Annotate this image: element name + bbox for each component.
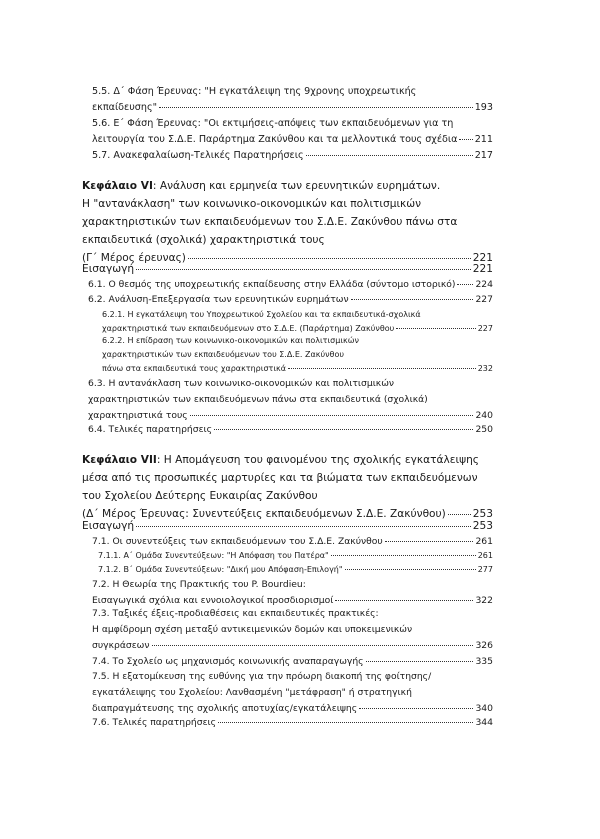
page-number: 253	[472, 508, 493, 520]
toc-entry-line	[82, 231, 493, 249]
dot-leader	[457, 283, 473, 285]
toc-entry-line	[92, 84, 493, 100]
toc-entry[interactable]	[88, 277, 493, 292]
page-number: 227	[475, 294, 493, 305]
toc-entry[interactable]	[82, 177, 493, 267]
page-number: 221	[472, 252, 493, 264]
dot-leader	[306, 154, 473, 156]
toc-entry-text: χαρακτηριστικών των εκπαιδευόμενων του Σ.Δ.Ε. Ζακύνθου πάνω στα	[82, 216, 458, 228]
page-number: 193	[474, 102, 493, 113]
page-number: 344	[475, 717, 493, 728]
toc-entry-text: συγκράσεων	[92, 640, 150, 651]
toc-entry-text: μέσα από τις προσωπικές μαρτυρίες και τα βιώματα των εκπαιδευόμενων	[82, 472, 478, 484]
dot-leader	[188, 257, 471, 259]
dot-leader	[190, 414, 474, 416]
toc-entry-text: 7.6. Τελικές παρατηρήσεις	[92, 717, 217, 728]
toc-entry-text	[82, 177, 440, 195]
toc-entry-text: 6.3. Η αντανάκλαση των κοινωνικο-οικονομικών και πολιτισμικών	[88, 378, 395, 389]
toc-entry-text: (Γ΄ Μέρος έρευνας)	[82, 252, 186, 264]
toc-entry-text: 7.2. Η Θεωρία της Πρακτικής του P. Bourdieu:	[92, 579, 306, 590]
toc-entry-line	[102, 308, 493, 322]
toc-entry-text: εκπαίδευσης"	[92, 102, 157, 113]
toc-entry-text: λειτουργία του Σ.Δ.Ε. Παράρτημα Ζακύνθου και τα μελλοντικά τους σχέδια	[92, 134, 458, 145]
toc-entry-text: 7.4. Το Σχολείο ως μηχανισμός κοινωνικής αναπαραγωγής	[92, 656, 364, 667]
toc-entry-line	[92, 577, 493, 593]
toc-entry-line	[92, 622, 493, 638]
toc-entry-text: Η αμφίδρομη σχέση μεταξύ αντικειμενικών δομών και υποκειμενικών	[92, 624, 413, 635]
dot-leader	[459, 138, 472, 140]
toc-entry-line	[82, 261, 493, 277]
page-number: 335	[475, 656, 493, 667]
toc-entry-line	[92, 685, 493, 701]
page-number: 221	[472, 263, 493, 275]
page-number: 326	[475, 640, 493, 651]
toc-entry[interactable]	[88, 422, 493, 438]
toc-entry-line	[92, 100, 493, 116]
toc-entry-text: πάνω στα εκπαιδευτικά τους χαρακτηριστικά	[102, 364, 287, 373]
dot-leader	[288, 367, 476, 369]
toc-entry-line	[98, 549, 493, 562]
toc-entry-line	[92, 638, 493, 654]
page-number: 224	[475, 279, 493, 290]
toc-entry-text: χαρακτηριστικά τους	[88, 410, 188, 421]
toc-entry-text: Εισαγωγή	[82, 263, 135, 275]
toc-entry-text: 7.1.1. Α΄ Ομάδα Συνεντεύξεων: "Η Απόφαση του Πατέρα"	[98, 551, 329, 560]
toc-entry[interactable]	[98, 563, 493, 577]
chapter-label: Κεφάλαιο VI	[82, 180, 153, 192]
toc-entry-line	[92, 534, 493, 549]
toc-entry-text: 6.2.2. Η επίδραση των κοινωνικο-οικονομικών και πολιτισμικών	[102, 336, 359, 345]
dot-leader	[448, 513, 471, 515]
toc-entry-text: εκπαιδευτικά (σχολικά) χαρακτηριστικά τους	[82, 234, 325, 246]
toc-entry-line	[102, 348, 493, 362]
toc-entry-text: του Σχολείου Δεύτερης Ευκαιρίας Ζακύνθου	[82, 490, 318, 502]
page-number: 277	[477, 565, 493, 574]
toc-entry-line	[82, 195, 493, 213]
toc-entry-text: διαπραγμάτευσης της σχολικής αποτυχίας/εγκατάλειψης	[92, 703, 358, 714]
chapter-label: Κεφάλαιο VII	[82, 454, 157, 466]
toc-entry-text: χαρακτηριστικών των εκπαιδευόμενων πάνω στα εκπαιδευτικά (σχολικά)	[88, 394, 428, 405]
toc-entry[interactable]	[82, 261, 493, 277]
toc-entry[interactable]	[92, 715, 493, 731]
toc-entry[interactable]	[92, 669, 493, 717]
toc-entry-text: 6.2. Ανάλυση-Επεξεργασία των ερευνητικών ευρημάτων	[88, 294, 349, 305]
toc-entry-line	[92, 654, 493, 670]
toc-entry-line	[88, 376, 493, 392]
toc-entry[interactable]	[92, 148, 493, 164]
toc-entry-text: 7.5. Η εξατομίκευση της ευθύνης για την πρόωρη διακοπή της φοίτησης/	[92, 671, 432, 682]
page-number: 261	[475, 536, 493, 547]
toc-entry[interactable]	[88, 292, 493, 307]
toc-entry-text: 5.7. Ανακεφαλαίωση-Τελικές Παρατηρήσεις	[92, 150, 304, 161]
toc-entry-text: Εισαγωγή	[82, 520, 135, 532]
page-number: 250	[475, 424, 493, 435]
toc-entry-text: 5.6. Ε΄ Φάση Έρευνας: "Οι εκτιμήσεις-απόψεις των εκπαιδευόμενων για τη	[92, 118, 454, 129]
toc-entry-text: 7.1.2. Β΄ Ομάδα Συνεντεύξεων: "Δική μου Απόφαση-Επιλογή"	[98, 565, 343, 574]
page-number: 240	[475, 410, 493, 421]
toc-entry[interactable]	[102, 334, 493, 376]
dot-leader	[136, 525, 471, 527]
toc-entry[interactable]	[92, 534, 493, 549]
dot-leader	[396, 327, 475, 329]
toc-entry-line	[82, 177, 493, 195]
dot-leader	[335, 599, 473, 601]
toc-entry-line	[88, 422, 493, 438]
page-number: 253	[472, 520, 493, 532]
toc-entry-text: 7.3. Ταξικές έξεις-προδιαθέσεις και εκπαιδευτικές πρακτικές:	[92, 608, 379, 619]
toc-entry[interactable]	[82, 451, 493, 523]
page-number: 232	[477, 364, 493, 373]
chapter-title-text: : Η Απομάγευση του φαινομένου της σχολικής εγκατάλειψης	[156, 454, 480, 466]
toc-entry-line	[92, 606, 493, 622]
toc-entry-text: 5.5. Δ΄ Φάση Έρευνας: "Η εγκατάλειψη της 9χρονης υποχρεωτικής	[92, 86, 417, 97]
page-number: 340	[475, 703, 493, 714]
dot-leader	[218, 721, 473, 723]
toc-entry-line	[88, 277, 493, 292]
dot-leader	[214, 428, 473, 430]
toc-entry-line	[88, 392, 493, 408]
toc-entry[interactable]	[92, 84, 493, 116]
dot-leader	[331, 554, 476, 556]
toc-entry-line	[82, 518, 493, 534]
page-number: 211	[474, 134, 493, 145]
toc-entry-line	[82, 487, 493, 505]
toc-entry-line	[88, 292, 493, 307]
toc-entry-text: 7.1. Οι συνεντεύξεις των εκπαιδευόμενων του Σ.Δ.Ε. Ζακύνθου	[92, 536, 383, 547]
dot-leader	[345, 568, 476, 570]
page-number: 227	[477, 324, 493, 333]
dot-leader	[359, 707, 473, 709]
toc-entry-line	[92, 132, 493, 148]
toc-entry[interactable]	[92, 606, 493, 654]
dot-leader	[152, 644, 474, 646]
toc-entry-text: Η "αντανάκλαση" των κοινωνικο-οικονομικών και πολιτισμικών	[82, 198, 422, 210]
toc-entry-text: εγκατάλειψης του Σχολείου: Λανθασμένη "μετάφραση" ή στρατηγική	[92, 687, 412, 698]
toc-entry-text: 6.4. Τελικές παρατηρήσεις	[88, 424, 213, 435]
dot-leader	[136, 268, 471, 270]
toc-entry[interactable]	[92, 577, 493, 609]
toc-entry-line	[82, 469, 493, 487]
toc-entry-text: (Δ΄ Μέρος Έρευνας: Συνεντεύξεις εκπαιδευόμενων Σ.Δ.Ε. Ζακύνθου)	[82, 508, 446, 520]
toc-entry[interactable]	[92, 654, 493, 670]
toc-entry-line	[98, 563, 493, 577]
page-number: 322	[475, 595, 493, 606]
toc-entry-text	[82, 451, 479, 469]
toc-entry-text: 6.2.1. Η εγκατάλειψη του Υποχρεωτικού Σχολείου και τα εκπαιδευτικά-σχολικά	[102, 310, 421, 319]
toc-entry-line	[92, 669, 493, 685]
toc-entry-line	[102, 362, 493, 376]
page-number: 261	[477, 551, 493, 560]
toc-entry-text: Εισαγωγικά σχόλια και εννοιολογικοί προσδιορισμοί	[92, 595, 334, 606]
toc-entry-line	[92, 116, 493, 132]
toc-entry-text: 6.1. Ο θεσμός της υποχρεωτικής εκπαίδευσης στην Ελλάδα (σύντομο ιστορικό)	[88, 279, 456, 290]
toc-entry-line	[92, 715, 493, 731]
toc-entry-line	[82, 451, 493, 469]
toc-entry[interactable]	[92, 116, 493, 148]
dot-leader	[366, 660, 474, 662]
dot-leader	[385, 540, 474, 542]
dot-leader	[159, 106, 473, 108]
toc-entry-line	[82, 213, 493, 231]
toc-entry-text: χαρακτηριστικών των εκπαιδευόμενων του Σ.Δ.Ε. Ζακύνθου	[102, 350, 344, 359]
toc-entry-line	[92, 148, 493, 164]
toc-entry[interactable]	[102, 308, 493, 336]
toc-entry-text: χαρακτηριστικά των εκπαιδευόμενων στο Σ.Δ.Ε. (Παράρτημα) Ζακύνθου	[102, 324, 395, 333]
dot-leader	[351, 298, 474, 300]
toc-entry[interactable]	[88, 376, 493, 424]
chapter-title-text: : Ανάλυση και ερμηνεία των ερευνητικών ευρημάτων.	[152, 180, 441, 192]
toc-entry[interactable]	[82, 518, 493, 534]
toc-entry[interactable]	[98, 549, 493, 562]
page-number: 217	[474, 150, 493, 161]
toc-entry-line	[102, 334, 493, 348]
